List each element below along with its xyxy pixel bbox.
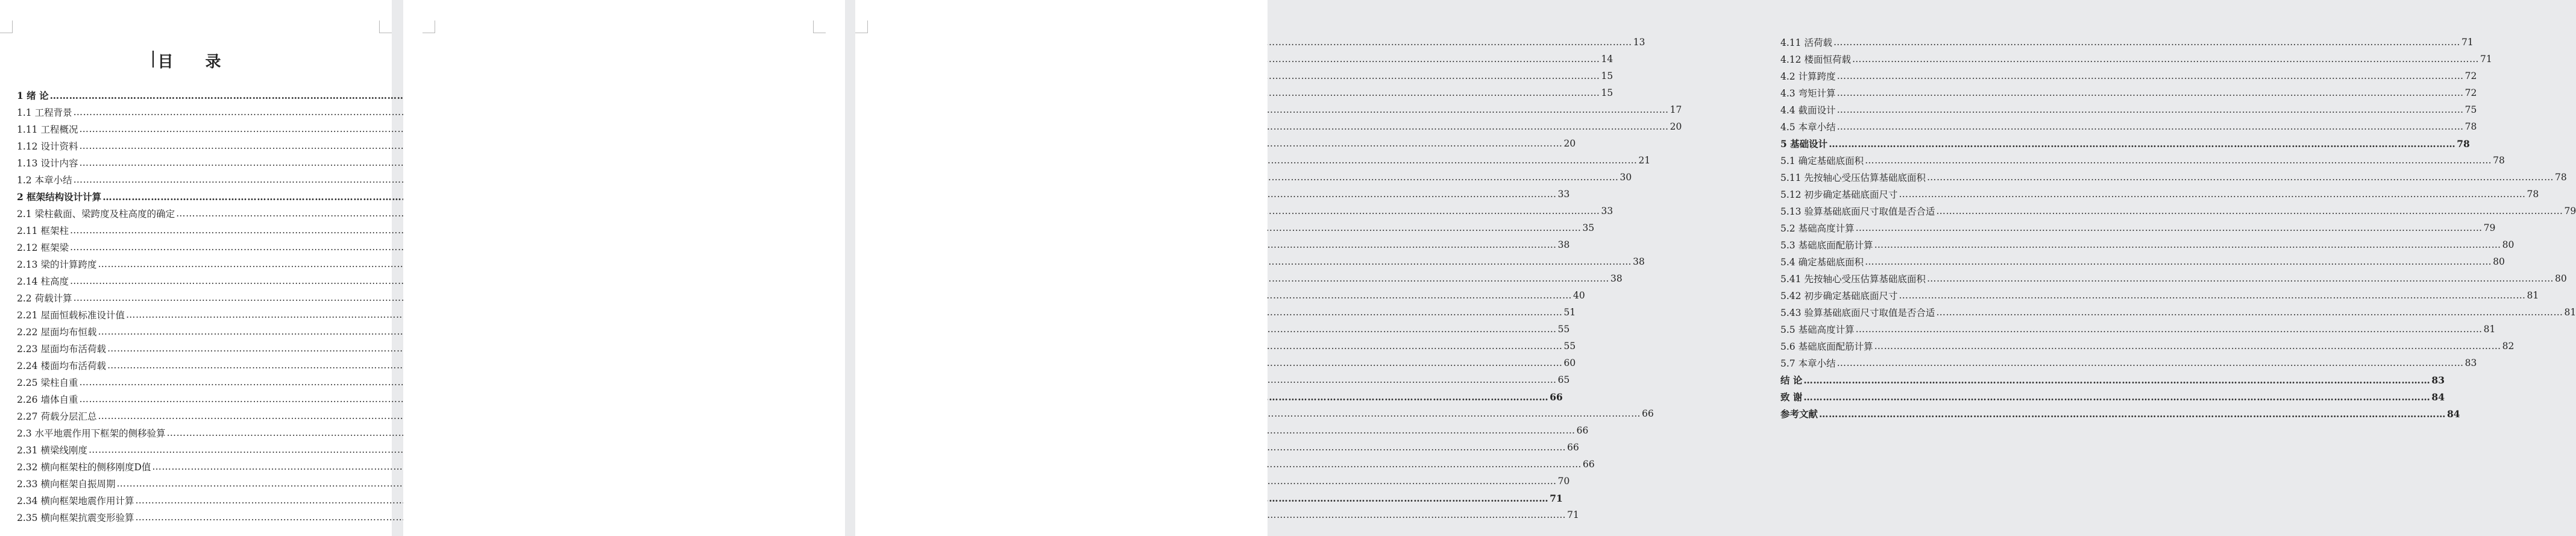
toc-entry-title: 2.25 梁柱自重: [17, 377, 78, 388]
toc-entry-title: 1.1 工程背景: [17, 107, 72, 118]
toc-entry[interactable]: [17, 323, 335, 340]
toc-dot-leader: [1833, 37, 2460, 48]
toc-entry[interactable]: [17, 205, 335, 222]
toc-entry[interactable]: [17, 306, 335, 323]
toc-page-number: 40: [1572, 290, 1585, 301]
toc-entry-title: 4.3 弯矩计算: [1780, 88, 1836, 99]
toc-entry-title: 2.12 框架梁: [17, 242, 69, 253]
toc-page-number: 20: [1670, 121, 1682, 132]
toc-page-number: 66: [1550, 391, 1563, 403]
toc-entry[interactable]: [17, 509, 335, 526]
toc-page-number: 80: [2502, 239, 2515, 250]
toc-entry[interactable]: [1780, 186, 2539, 203]
toc-page-number: 38: [1557, 239, 1570, 250]
toc-entry[interactable]: [17, 256, 335, 273]
toc-page-number: 55: [1563, 341, 1576, 352]
toc-entry[interactable]: [1780, 68, 2477, 84]
page-corner-mark: [423, 20, 435, 33]
toc-entry[interactable]: [1780, 270, 2567, 287]
toc-page-number: 15: [1601, 71, 1613, 81]
toc-page-number: 35: [1582, 222, 1595, 233]
toc-page-number: 78: [2457, 137, 2470, 150]
toc-dot-leader: [1865, 256, 2492, 267]
toc-entry-title: 1.13 设计内容: [17, 158, 78, 169]
document-page-2: [403, 0, 1682, 536]
toc-dot-leader: [1837, 104, 2464, 115]
toc-page-number: 75: [2464, 104, 2477, 115]
toc-page-number: 17: [1670, 104, 1682, 115]
toc-entry[interactable]: [1780, 84, 2477, 101]
toc-entry-title: 4.5 本章小结: [1780, 122, 1836, 133]
toc-dot-leader: [1856, 222, 2483, 233]
toc-page-number: 66: [1583, 459, 1595, 470]
toc-entry[interactable]: [1780, 101, 2477, 118]
toc-entry-title: 参考文献: [1780, 408, 1818, 420]
toc-title: 目 录: [157, 53, 234, 71]
toc-entry-title: 2.14 柱高度: [17, 276, 69, 287]
toc-entry-title: 4.4 截面设计: [1780, 105, 1836, 116]
page-corner-mark: [0, 20, 13, 33]
toc-entry-title: 5 基础设计: [1780, 138, 1828, 150]
page-corner-mark: [855, 20, 868, 33]
toc-page-number: 15: [1601, 87, 1613, 98]
toc-entry[interactable]: [1780, 338, 2515, 355]
page-corner-mark: [379, 20, 392, 33]
toc-entry[interactable]: [1780, 203, 2576, 219]
toc-dot-leader: [1874, 341, 2501, 352]
toc-entry[interactable]: [1780, 321, 2496, 338]
toc-entry[interactable]: [17, 475, 335, 492]
toc-entry-title: 1 绪 论: [17, 90, 49, 101]
toc-entry[interactable]: [17, 154, 335, 171]
toc-dot-leader: [1936, 206, 2563, 216]
toc-dot-leader: [1856, 324, 2483, 335]
toc-entry-title: 4.12 楼面恒荷载: [1780, 54, 1851, 65]
toc-page-number: 14: [1601, 54, 1613, 65]
toc-dot-leader: [1936, 307, 2563, 318]
toc-dot-leader: [1874, 239, 2501, 250]
toc-entry-title: 5.2 基础高度计算: [1780, 223, 1855, 234]
toc-page-number: 79: [2564, 206, 2576, 216]
toc-entry-title: 2.21 屋面恒载标准设计值: [17, 310, 125, 321]
toc-page-number: 70: [1557, 476, 1570, 487]
toc-entry-title: 2.23 屋面均布活荷载: [17, 344, 106, 355]
toc-page-number: 78: [2527, 189, 2539, 200]
toc-page-number: 51: [1563, 307, 1576, 318]
toc-dot-leader: [1899, 189, 2525, 200]
toc-entry[interactable]: [17, 87, 335, 104]
toc-entry-title: 2.1 梁柱截面、梁跨度及柱高度的确定: [17, 209, 175, 219]
toc-dot-leader: [1803, 374, 2430, 386]
toc-entry[interactable]: [1780, 34, 2474, 51]
toc-page-number: 66: [1567, 442, 1579, 453]
toc-entry[interactable]: [17, 441, 335, 458]
page-corner-mark: [813, 20, 826, 33]
toc-entry-title: 2.27 荷载分层汇总: [17, 411, 97, 422]
toc-entry[interactable]: [17, 408, 335, 424]
toc-page-number: 81: [2483, 324, 2496, 335]
toc-entry-title: 2.34 横向框架地震作用计算: [17, 496, 134, 506]
toc-entry-title: 2.31 横梁线刚度: [17, 445, 87, 456]
toc-entry[interactable]: [17, 374, 335, 391]
toc-page-number: 78: [2554, 172, 2567, 183]
toc-dot-leader: [1852, 54, 2479, 65]
toc-entry[interactable]: [1780, 219, 2496, 236]
toc-entry-title: 结 论: [1780, 374, 1803, 386]
toc-entry-title: 2.35 横向框架抗震变形验算: [17, 512, 134, 523]
toc-page-number: 38: [1633, 256, 1645, 267]
toc-page-number: 60: [1563, 358, 1576, 368]
toc-page-number: 71: [2461, 37, 2474, 48]
toc-entry[interactable]: [1780, 355, 2477, 371]
toc-entry-title: 5.7 本章小结: [1780, 358, 1836, 369]
toc-entry-title: 5.11 先按轴心受压估算基础底面积: [1780, 172, 1926, 183]
toc-entry[interactable]: [1780, 51, 2492, 68]
toc-dot-leader: [1837, 121, 2464, 132]
toc-page-number: 81: [2527, 290, 2539, 301]
toc-page-number: 80: [2554, 273, 2567, 284]
toc-entry[interactable]: [1780, 371, 2445, 388]
toc-entry-title: 2.24 楼面均布活荷载: [17, 361, 106, 371]
toc-dot-leader: [1829, 138, 2455, 150]
toc-page-number: 65: [1557, 374, 1570, 385]
toc-entry[interactable]: [1780, 304, 2576, 321]
toc-entry-title: 1.2 本章小结: [17, 175, 72, 186]
toc-entry-title: 2 框架结构设计计算: [17, 191, 102, 203]
toc-page-number: 84: [2431, 391, 2445, 403]
toc-entry[interactable]: [17, 424, 335, 441]
toc-entry-title: 2.2 荷载计算: [17, 293, 72, 304]
toc-page-number: 66: [1576, 425, 1589, 436]
toc-entry-title: 5.43 验算基础底面尺寸取值是否合适: [1780, 307, 1935, 318]
toc-entry-title: 5.13 验算基础底面尺寸取值是否合适: [1780, 206, 1935, 217]
toc-entry-title: 2.13 梁的计算跨度: [17, 259, 97, 270]
toc-page-number: 71: [2480, 54, 2492, 65]
toc-entry[interactable]: [17, 458, 335, 475]
toc-page-number: 71: [1567, 509, 1579, 520]
toc-entry-title: 2.11 框架柱: [17, 225, 69, 236]
toc-entry-title: 5.12 初步确定基础底面尺寸: [1780, 189, 1898, 200]
toc-entry-title: 5.41 先按轴心受压估算基础底面积: [1780, 274, 1926, 285]
toc-entry-title: 1.12 设计资料: [17, 141, 78, 152]
toc-page-number: 78: [2464, 121, 2477, 132]
toc-entry[interactable]: [17, 188, 335, 205]
toc-list-page-3: [1780, 34, 2576, 422]
toc-entry-title: 5.4 确定基础底面积: [1780, 257, 1864, 268]
toc-entry[interactable]: [17, 289, 335, 306]
toc-entry[interactable]: [1780, 118, 2477, 135]
toc-page-number: 66: [1642, 408, 1654, 419]
toc-entry-title: 4.11 活荷载: [1780, 37, 1832, 48]
toc-entry[interactable]: [17, 171, 335, 188]
toc-entry-title: 4.2 计算跨度: [1780, 71, 1836, 82]
toc-entry[interactable]: [17, 492, 335, 509]
toc-entry[interactable]: [17, 273, 335, 289]
toc-entry[interactable]: [17, 340, 335, 357]
toc-dot-leader: [1803, 391, 2430, 403]
toc-dot-leader: [1865, 155, 2492, 166]
toc-page-number: 84: [2447, 408, 2460, 420]
toc-entry-title: 5.6 基础底面配筋计算: [1780, 341, 1873, 352]
toc-entry[interactable]: [17, 137, 335, 154]
toc-page-number: 83: [2464, 358, 2477, 368]
toc-page-number: 81: [2564, 307, 2576, 318]
toc-entry-title: 5.5 基础高度计算: [1780, 324, 1855, 335]
toc-page-number: 33: [1601, 206, 1613, 216]
toc-entry[interactable]: [1780, 236, 2515, 253]
toc-page-number: 55: [1557, 324, 1570, 335]
toc-entry-title: 2.22 屋面均布恒载: [17, 327, 97, 338]
toc-page-number: 21: [1638, 155, 1651, 166]
toc-entry[interactable]: [17, 104, 335, 121]
toc-entry-title: 5.42 初步确定基础底面尺寸: [1780, 291, 1898, 301]
toc-page-number: 13: [1633, 37, 1645, 48]
toc-entry[interactable]: [1780, 135, 2470, 152]
toc-entry[interactable]: [17, 391, 335, 408]
toc-entry[interactable]: [1780, 253, 2505, 270]
toc-page-number: 83: [2431, 374, 2445, 386]
toc-entry[interactable]: [17, 239, 335, 256]
toc-dot-leader: [1819, 408, 2446, 420]
toc-page-number: 30: [1619, 172, 1632, 183]
toc-entry-title: 1.11 工程概况: [17, 124, 78, 135]
toc-dot-leader: [1927, 172, 2554, 183]
toc-entry-title: 2.26 墙体自重: [17, 394, 78, 405]
toc-list-page-1: [17, 87, 335, 526]
toc-entry-title: 5.3 基础底面配筋计算: [1780, 240, 1873, 251]
toc-entry[interactable]: [1780, 405, 2460, 422]
toc-entry[interactable]: [1780, 152, 2505, 169]
toc-page-number: 72: [2464, 71, 2477, 81]
toc-page-number: 82: [2502, 341, 2515, 352]
toc-dot-leader: [1837, 87, 2464, 98]
toc-entry[interactable]: [17, 222, 335, 239]
toc-entry[interactable]: [1780, 388, 2445, 405]
toc-entry-title: 5.1 确定基础底面积: [1780, 156, 1864, 166]
toc-page-number: 72: [2464, 87, 2477, 98]
toc-page-number: 79: [2483, 222, 2496, 233]
document-page-1: [0, 0, 392, 536]
toc-entry-title: 2.3 水平地震作用下框架的侧移验算: [17, 428, 166, 439]
toc-page-number: 80: [2493, 256, 2505, 267]
toc-entry[interactable]: [17, 121, 335, 137]
toc-entry-title: 2.32 横向框架柱的侧移刚度D值: [17, 462, 151, 473]
toc-dot-leader: [1899, 290, 2525, 301]
toc-dot-leader: [1927, 273, 2554, 284]
toc-page-number: 33: [1557, 189, 1570, 200]
toc-page-number: 71: [1550, 492, 1563, 504]
text-cursor: [152, 51, 154, 68]
toc-dot-leader: [1837, 71, 2464, 81]
toc-page-number: 20: [1563, 138, 1576, 149]
toc-page-number: 78: [2493, 155, 2505, 166]
toc-dot-leader: [1837, 358, 2464, 368]
toc-entry[interactable]: [1780, 287, 2539, 304]
toc-entry-title: 致 谢: [1780, 391, 1803, 403]
toc-entry[interactable]: [1780, 169, 2567, 186]
toc-entry-title: 2.33 横向框架自振周期: [17, 479, 116, 490]
toc-page-number: 38: [1610, 273, 1623, 284]
toc-entry[interactable]: [17, 357, 335, 374]
